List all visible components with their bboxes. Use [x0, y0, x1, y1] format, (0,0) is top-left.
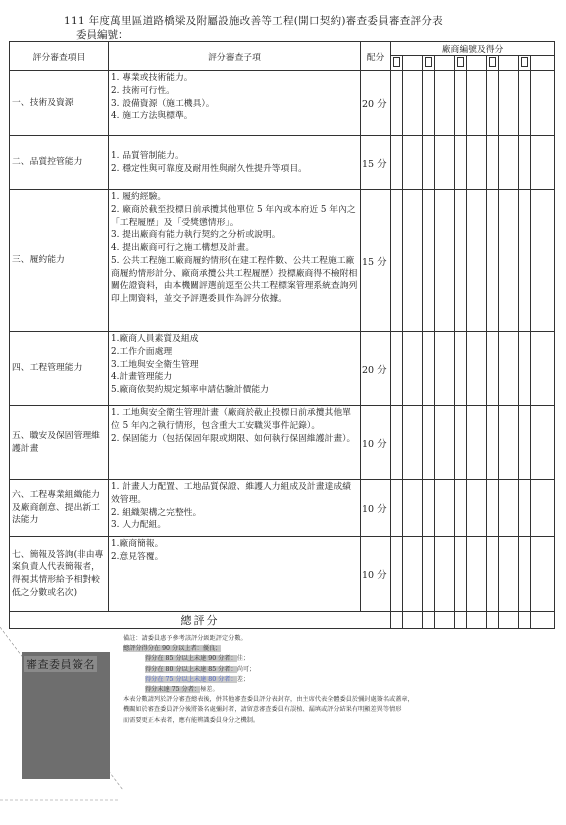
notes-paragraph-1: 本表分數請列於評分審查總表後，併其他審查委員評分表封存，由主席代表全體委員於彌封處簽名或蓋章， [123, 696, 414, 704]
notes-section [123, 634, 551, 726]
category-cell: 三、履約能力 [10, 190, 109, 332]
notes-paragraph-3: 而需要更正本表者，應有能辨識委員身分之機制。 [123, 716, 260, 724]
notes-scale-title: 總評分得分在 90 分以上者：優良； [123, 645, 222, 653]
category-cell: 四、工程管理能力 [10, 332, 109, 406]
points-cell: 10 分 [361, 406, 391, 480]
points-cell: 10 分 [361, 480, 391, 537]
notes-scale-below: 得分未達 75 分者：極差。 [145, 686, 219, 694]
sub-items-cell: 1.廠商人員素質及組成 2.工作介面處理 3.工地與安全衛生管理 4.計畫管理能力 5.廠商依契約規定頻率申請估驗計價能力 [109, 332, 361, 406]
sub-items-cell: 1.廠商簡報。 2.意見答覆。 [109, 537, 361, 612]
notes-scale-85: 得分在 85 分以上未達 90 分者：佳； [145, 655, 250, 663]
points-cell: 10 分 [361, 537, 391, 612]
sub-items-cell: 1. 履約經驗。 2. 廠商於截至投標日前承攬其他單位 5 年內或本府近 5 年內之「工程履歷」及「受獎懲情形」。 3. 提出廠商有能力執行契約之分析或說明。 4. 提出廠商可行之施工構想及計畫。 5. 公共工程施工廠商履約情形(在建工程件數、公共工程施工廠商履約情形計分、廠商承攬公共工程履歷）投標廠商得不檢附相關佐證資料，由本機關評選前逕至公共工程標案管理系統查詢列印上開資料，並交予評選委員作為評分依據。 [109, 190, 361, 332]
header-vendor: 廠商編號及得分 [391, 42, 555, 56]
points-cell: 15 分 [361, 136, 391, 190]
signature-label: 審查委員簽名 [26, 658, 95, 671]
category-cell: 七、簡報及答詢(非由專案負責人代表簡報者，得視其情形給予相對較低之分數或名次) [10, 537, 109, 612]
sub-items-cell: 1. 工地與安全衛生管理計畫（廠商於截止投標日前承攬其他單位 5 年內之執行情形，包含重大工安職災事件記錄）。 2. 保固能力（包括保固年限或期限、如何執行保固維護計畫）。 [109, 406, 361, 480]
total-label: 總評分 [10, 612, 391, 629]
committee-number-label: 委員編號： [76, 29, 129, 41]
sub-items-cell: 1. 專業或技術能力。 2. 技術可行性。 3. 設備資源（施工機具）。 4. 施工方法與標準。 [109, 71, 361, 136]
points-cell: 20 分 [361, 332, 391, 406]
header-sub-items: 評分審查子項 [109, 42, 361, 71]
notes-intro: 備註：請委員惠予參考該評分級距評定分數。 [123, 635, 247, 642]
header-points: 配分 [361, 42, 391, 71]
header-category: 評分審查項目 [10, 42, 109, 71]
page-title: 111 年度萬里區道路橋梁及附屬設施改善等工程(開口契約)審查委員審查評分表 [64, 15, 443, 27]
points-cell: 20 分 [361, 71, 391, 136]
signature-box[interactable] [22, 652, 110, 779]
notes-scale-80: 得分在 80 分以上未達 85 分者：尚可； [145, 665, 256, 673]
sub-items-cell: 1. 計畫人力配置、工地品質保證、維護人力組成及計畫達成績效管理。 2. 組織架構之完整性。 3. 人力配組。 [109, 480, 361, 537]
sub-items-cell: 1. 品質管制能力。 2. 穩定性與可靠度及耐用性與耐久性提升等項目。 [109, 136, 361, 190]
category-cell: 五、職安及保固管理維護計畫 [10, 406, 109, 480]
notes-paragraph-2: 機關如於審查委員評分後將簽名處彌封者，請留意審查委員有誤植、漏填或評分結果有明顯差異等情形 [123, 706, 402, 714]
notes-scale-75: 得分在 75 分以上未達 80 分者：差； [145, 675, 250, 683]
category-cell: 六、工程專業組織能力及廠商創意、提出新工法能力 [10, 480, 109, 537]
points-cell: 15 分 [361, 190, 391, 332]
category-cell: 二、品質控管能力 [10, 136, 109, 190]
category-cell: 一、技術及資源 [10, 71, 109, 136]
